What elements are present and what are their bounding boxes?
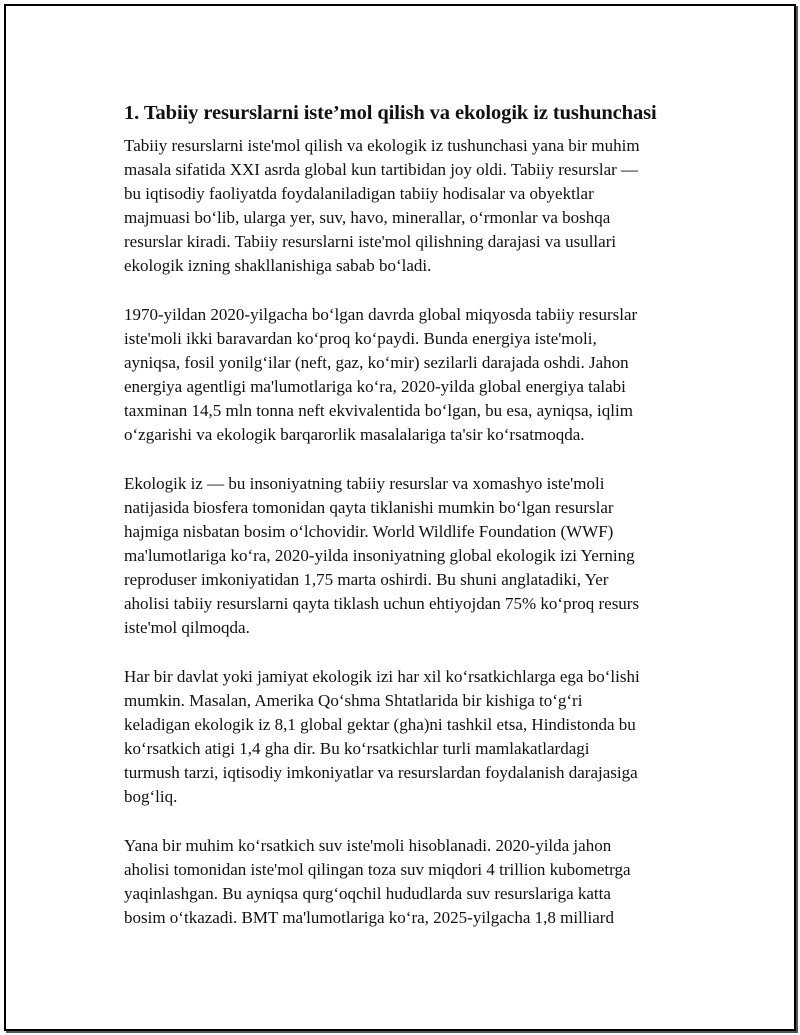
text-line: aholisi tomonidan iste'mol qilingan toza suv miqdori 4 trillion kubometrga [124,860,631,879]
text-line: turmush tarzi, iqtisodiy imkoniyatlar va resurslardan foydalanish darajasiga [124,763,638,782]
text-line: masala sifatida XXI asrda global kun tartibidan joy oldi. Tabiiy resurslar — [124,160,639,179]
text-line: bu iqtisodiy faoliyatda foydalaniladigan tabiiy hodisalar va obyektlar [124,184,594,203]
text-line: yaqinlashgan. Bu ayniqsa qurg‘oqchil hududlarda suv resurslariga katta [124,884,611,903]
paragraph-1 [124,134,689,278]
text-line: taxminan 14,5 mln tonna neft ekvivalentida bo‘lgan, bu esa, ayniqsa, iqlim [124,401,633,420]
text-line: Ekologik iz — bu insoniyatning tabiiy resurslar va xomashyo iste'moli [124,474,605,493]
text-line: natijasida biosfera tomonidan qayta tiklanishi mumkin bo‘lgan resurslar [124,498,614,517]
text-line: Tabiiy resurslarni iste'mol qilish va ekologik iz tushunchasi yana bir muhim [124,136,640,155]
section-heading: 1. Tabiiy resurslarni iste’mol qilish va ekologik iz tushunchasi [124,102,657,124]
text-line: ayniqsa, fosil yonilg‘ilar (neft, gaz, ko‘mir) sezilarli darajada oshdi. Jahon [124,353,629,372]
text-line: majmuasi bo‘lib, ularga yer, suv, havo, minerallar, o‘rmonlar va boshqa [124,208,611,227]
text-line: reproduser imkoniyatidan 1,75 marta oshirdi. Bu shuni anglatadiki, Yer [124,570,609,589]
paragraph-3 [124,472,689,640]
text-line: ekologik izning shakllanishiga sabab bo‘ladi. [124,256,432,275]
text-line: mumkin. Masalan, Amerika Qo‘shma Shtatlarida bir kishiga to‘g‘ri [124,691,583,710]
text-line: aholisi tabiiy resurslarni qayta tiklash uchun ehtiyojdan 75% ko‘proq resurs [124,594,640,613]
paragraph-2 [124,303,689,447]
text-line: iste'mol qilmoqda. [124,618,250,637]
text-line: bosim o‘tkazadi. BMT ma'lumotlariga ko‘ra, 2025-yilgacha 1,8 milliard [124,908,614,927]
text-line: iste'moli ikki baravardan ko‘proq ko‘paydi. Bunda energiya iste'moli, [124,329,597,348]
document-body [124,100,689,955]
text-line: ko‘rsatkich atigi 1,4 gha dir. Bu ko‘rsatkichlar turli mamlakatlardagi [124,739,590,758]
text-line: 1970-yildan 2020-yilgacha bo‘lgan davrda global miqyosda tabiiy resurslar [124,305,638,324]
text-line: energiya agentligi ma'lumotlariga ko‘ra, 2020-yilda global energiya talabi [124,377,626,396]
text-line: Har bir davlat yoki jamiyat ekologik izi har xil ko‘rsatkichlarga ega bo‘lishi [124,667,640,686]
paragraph-5 [124,834,689,930]
text-line: ma'lumotlariga ko‘ra, 2020-yilda insoniyatning global ekologik izi Yerning [124,546,635,565]
text-line: o‘zgarishi va ekologik barqarorlik masalalariga ta'sir ko‘rsatmoqda. [124,425,585,444]
text-line: resurslar kiradi. Tabiiy resurslarni iste'mol qilishning darajasi va usullari [124,232,617,251]
text-line: Yana bir muhim ko‘rsatkich suv iste'moli hisoblanadi. 2020-yilda jahon [124,836,612,855]
text-line: hajmiga nisbatan bosim o‘lchovidir. World Wildlife Foundation (WWF) [124,522,614,541]
text-line: bog‘liq. [124,787,178,806]
text-line: keladigan ekologik iz 8,1 global gektar (gha)ni tashkil etsa, Hindistonda bu [124,715,636,734]
paragraph-4 [124,665,689,809]
page-frame [4,4,796,1031]
